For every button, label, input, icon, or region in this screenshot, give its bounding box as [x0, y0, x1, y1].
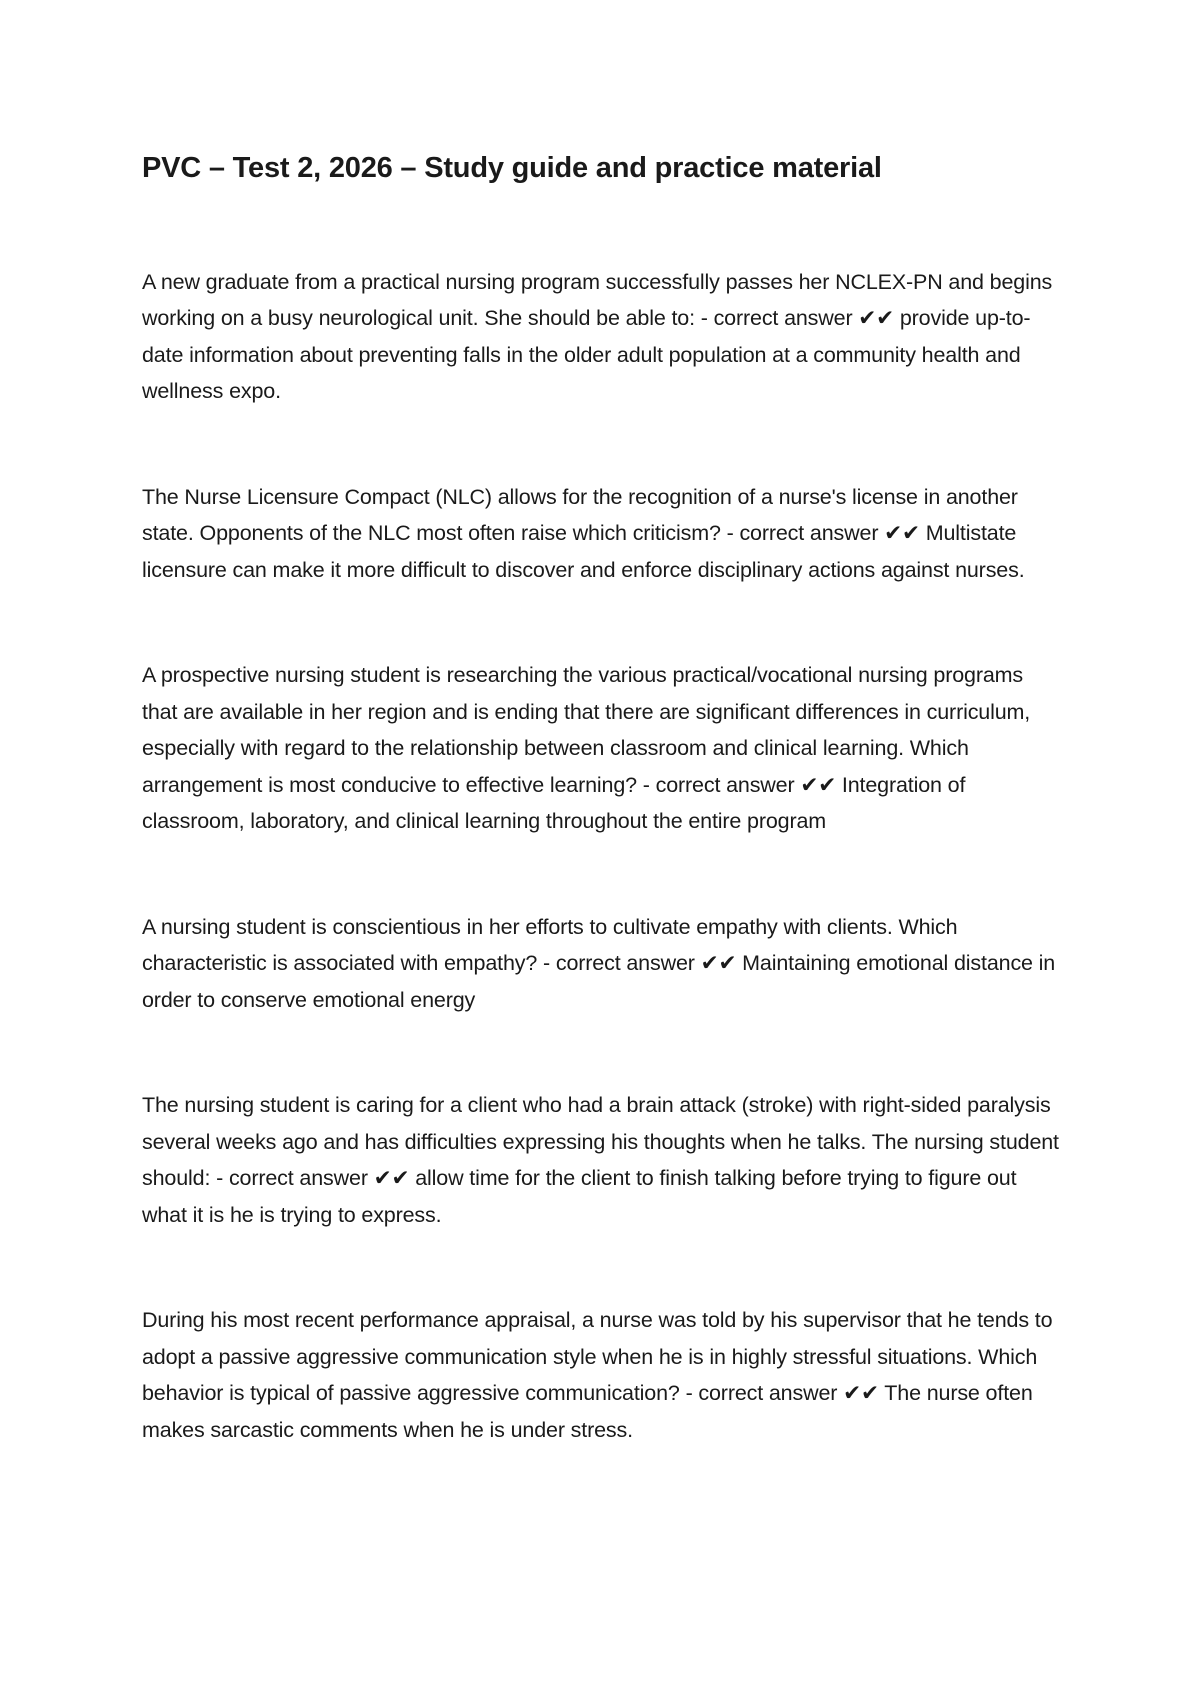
correct-answer-marker: - correct answer ✔✔: [642, 772, 837, 797]
page-title: PVC – Test 2, 2026 – Study guide and practice material: [142, 152, 882, 184]
answer-text: Multistate licensure can make it more difficult to discover and enforce disciplinary actions against nurses.: [142, 521, 1025, 582]
question-text: The Nurse Licensure Compact (NLC) allows for the recognition of a nurse's license in another state. Opponents of the NLC most often raise which criticism?: [142, 484, 1018, 546]
document-body: [142, 150, 1062, 1517]
correct-answer-marker: - correct answer ✔✔: [685, 1381, 879, 1406]
question-text: A nursing student is conscientious in her efforts to cultivate empathy with clients. Which characteristic is associated with empathy?: [142, 914, 958, 976]
qa-item-6: [142, 1302, 1062, 1448]
qa-item-5: [142, 1087, 1062, 1233]
correct-answer-marker: - correct answer ✔✔: [700, 306, 895, 331]
question-text: During his most recent performance appraisal, a nurse was told by his supervisor that he tends to adopt a passive aggressive communication style when he is in highly stressful situations. Which behavior is typical of passive aggressive communication?: [142, 1308, 1053, 1406]
answer-text: provide up-to-date information about preventing falls in the older adult population at a community health and wellness expo.: [142, 306, 1031, 404]
correct-answer-marker: - correct answer ✔✔: [726, 521, 920, 546]
qa-item-4: [142, 909, 1062, 1019]
qa-item-3: [142, 657, 1062, 840]
question-text: A new graduate from a practical nursing program successfully passes her NCLEX-PN and begins working on a busy neurological unit. She should be able to:: [142, 269, 1053, 331]
correct-answer-marker: - correct answer ✔✔: [543, 951, 737, 976]
answer-text: allow time for the client to finish talking before trying to figure out what it is he is trying to express.: [142, 1166, 1017, 1227]
answer-text: Integration of classroom, laboratory, and clinical learning throughout the entire program: [142, 772, 966, 834]
correct-answer-marker: - correct answer ✔✔: [216, 1166, 410, 1191]
qa-item-2: [142, 479, 1062, 589]
qa-item-1: [142, 264, 1062, 410]
answer-text: Maintaining emotional distance in order to conserve emotional energy: [142, 951, 1056, 1012]
answer-text: The nurse often makes sarcastic comments when he is under stress.: [142, 1381, 1033, 1442]
question-text: A prospective nursing student is researching the various practical/vocational nursing programs that are available in her region and is ending that there are significant differences in curriculum, especially with regard to the relationship between classroom and clinical learning. Which arrangement is most conducive to effective learning?: [142, 663, 1031, 797]
question-text: The nursing student is caring for a client who had a brain attack (stroke) with right-sided paralysis several weeks ago and has difficulties expressing his thoughts when he talks. The nursing student should:: [142, 1093, 1059, 1191]
